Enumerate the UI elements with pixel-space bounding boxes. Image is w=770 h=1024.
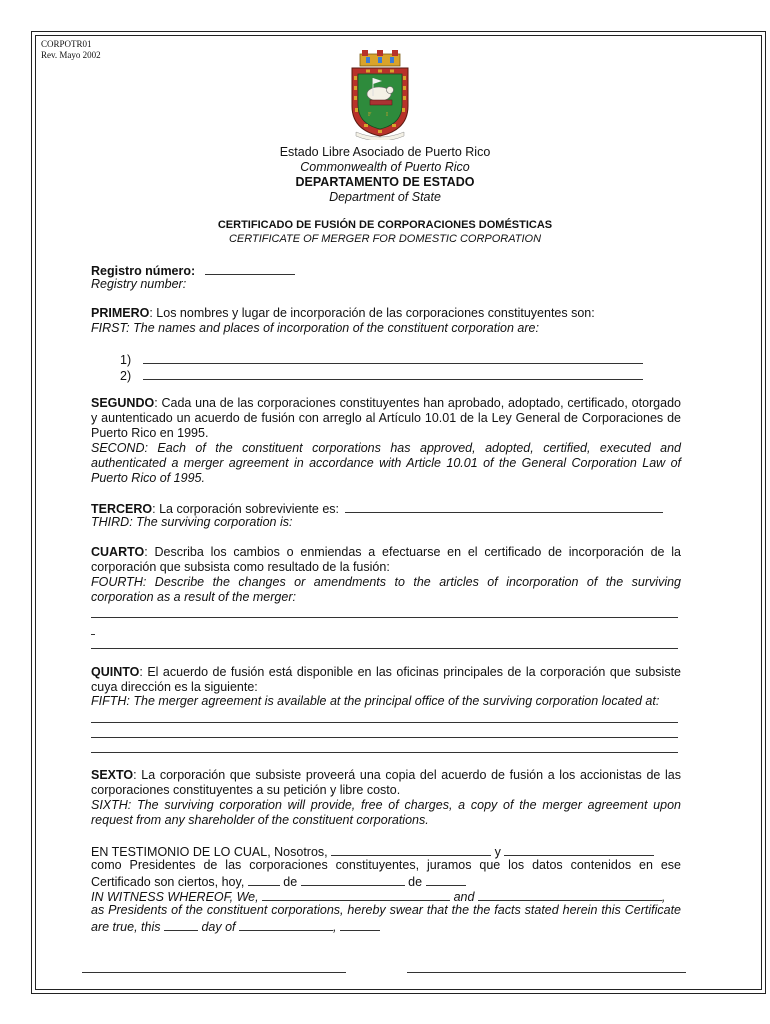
corporation-1-field[interactable]: [143, 351, 643, 364]
first-clause-en: FIRST: The names and places of incorporation of the constituent corporation are:: [91, 321, 539, 335]
witness-en-line-2: as Presidents of the constituent corporations, hereby swear that the the facts stated herein this Certificate: [91, 903, 681, 917]
sixth-line-2: corporaciones constituyentes a su petición y libre costo.: [91, 783, 401, 797]
month-field-en[interactable]: [239, 918, 333, 931]
second-label: SEGUNDO: [91, 396, 155, 410]
witness-en-comma: ,: [661, 890, 666, 904]
second-line-1: [91, 396, 681, 411]
witness-en-and: and: [453, 890, 475, 904]
amendments-line-2[interactable]: [91, 648, 678, 649]
address-line-3[interactable]: [91, 752, 678, 753]
svg-text:I: I: [386, 112, 388, 118]
fourth-en-line-2: corporation as a result of the merger:: [91, 590, 296, 604]
witness-es-text-1: EN TESTIMONIO DE LO CUAL, Nosotros,: [91, 845, 328, 859]
fifth-line-1: [91, 665, 681, 680]
fifth-text-1: : El acuerdo de fusión está disponible en las oficinas principales de la corporación que subsiste: [139, 665, 681, 679]
second-en-line-3: Puerto Rico of 1995.: [91, 471, 205, 485]
witness-es-line-2: como Presidentes de las corporaciones constituyentes, juramos que los datos contenidos en ese: [91, 858, 681, 872]
fourth-line-1: [91, 545, 681, 560]
witness-en-text-1: IN WITNESS WHEREOF, We,: [91, 890, 259, 904]
second-line-2: y auntenticado un acuerdo de fusión con arreglo al Artículo 10.01 de la Ley General de Corporaciones de: [91, 411, 681, 425]
fourth-en-line-1: FOURTH: Describe the changes or amendments to the articles of incorporation of the surviving: [91, 575, 681, 589]
second-en-line-1: SECOND: Each of the constituent corporations has approved, adopted, certified, executed and: [91, 441, 681, 455]
puerto-rico-coat-of-arms-icon: [346, 50, 414, 140]
witness-en-line-3: [91, 918, 681, 935]
first-text-es: : Los nombres y lugar de incorporación de las corporaciones constituyentes son:: [149, 306, 595, 320]
president-2-name-field-en[interactable]: [478, 888, 662, 901]
witness-en-comma-2: ,: [333, 920, 337, 934]
header-department-en: Department of State: [329, 190, 441, 204]
signature-line-president-2[interactable]: [407, 972, 686, 973]
third-text-es: : La corporación sobreviviente es:: [152, 502, 340, 516]
form-revision: Rev. Mayo 2002: [41, 50, 101, 60]
corporation-2-field[interactable]: [143, 367, 643, 380]
president-1-name-field-es[interactable]: [331, 843, 491, 856]
day-field-es[interactable]: [248, 873, 280, 886]
form-code: CORPOTR01: [41, 39, 92, 49]
witness-en-text-3: are true, this: [91, 920, 161, 934]
corporation-1-row: [120, 351, 643, 367]
amendments-line-1[interactable]: [91, 617, 678, 618]
surviving-corporation-field[interactable]: [345, 500, 663, 513]
fifth-label: QUINTO: [91, 665, 140, 679]
svg-text:F: F: [368, 112, 372, 118]
corporation-2-row: [120, 367, 643, 383]
fourth-text-1: : Describa los cambios o enmiendas a efectuarse en el certificado de incorporación de la: [144, 545, 681, 559]
corporation-1-number: 1): [120, 353, 132, 367]
day-field-en[interactable]: [164, 918, 198, 931]
form-code-block: [41, 39, 101, 61]
sixth-label: SEXTO: [91, 768, 134, 782]
fourth-line-2: corporación que subsista como resultado de la fusión:: [91, 560, 390, 574]
third-label: TERCERO: [91, 502, 153, 516]
fifth-en-line-1: FIFTH: The merger agreement is available at the principal office of the surviving corporation located at:: [91, 694, 660, 708]
witness-en-day-of: day of: [201, 920, 236, 934]
month-field-es[interactable]: [301, 873, 405, 886]
fifth-line-2: cuya dirección es la siguiente:: [91, 680, 258, 694]
header-line-commonwealth-en: Commonwealth of Puerto Rico: [300, 160, 470, 174]
third-clause-en: THIRD: The surviving corporation is:: [91, 515, 293, 529]
registry-number-field[interactable]: [205, 262, 295, 275]
witness-es-de-2: de: [408, 875, 423, 889]
second-text-1: : Cada una de las corporaciones constituyentes han aprobado, adoptado, certificado, otorgado: [154, 396, 681, 410]
signature-line-president-1[interactable]: [82, 972, 346, 973]
registry-label-en: Registry number:: [91, 277, 187, 291]
sixth-text-1: : La corporación que subsiste proveerá una copia del acuerdo de fusión a los accionistas de las: [133, 768, 681, 782]
certificate-title-en: CERTIFICATE OF MERGER FOR DOMESTIC CORPORATION: [228, 233, 542, 245]
second-en-line-2: authenticated a merger agreement in accordance with Article 10.01 of the General Corporation Law of: [91, 456, 681, 470]
witness-es-text-3: Certificado son ciertos, hoy,: [91, 875, 245, 889]
president-2-name-field-es[interactable]: [504, 843, 654, 856]
second-line-3: Puerto Rico en 1995.: [91, 426, 209, 440]
president-1-name-field-en[interactable]: [262, 888, 450, 901]
address-line-1[interactable]: [91, 722, 678, 723]
year-field-es[interactable]: [426, 873, 466, 886]
year-field-en[interactable]: [340, 918, 380, 931]
sixth-line-1: [91, 768, 681, 783]
witness-es-and: y: [494, 845, 501, 859]
sixth-en-line-2: request from any shareholder of the constituent corporations.: [91, 813, 429, 827]
address-line-2[interactable]: [91, 737, 678, 738]
header-line-commonwealth-es: Estado Libre Asociado de Puerto Rico: [279, 145, 491, 159]
certificate-title-es: CERTIFICADO DE FUSIÓN DE CORPORACIONES DOMÉSTICAS: [217, 219, 553, 231]
fourth-label: CUARTO: [91, 545, 145, 559]
amendments-mark: [91, 634, 95, 635]
registry-label-es: Registro número:: [91, 264, 196, 278]
first-label: PRIMERO: [91, 306, 150, 320]
first-clause-es: [91, 306, 681, 321]
header-department-es: DEPARTAMENTO DE ESTADO: [295, 175, 475, 189]
sixth-en-line-1: SIXTH: The surviving corporation will provide, free of charges, a copy of the merger agreement upon: [91, 798, 681, 812]
witness-es-de-1: de: [283, 875, 298, 889]
corporation-2-number: 2): [120, 369, 132, 383]
